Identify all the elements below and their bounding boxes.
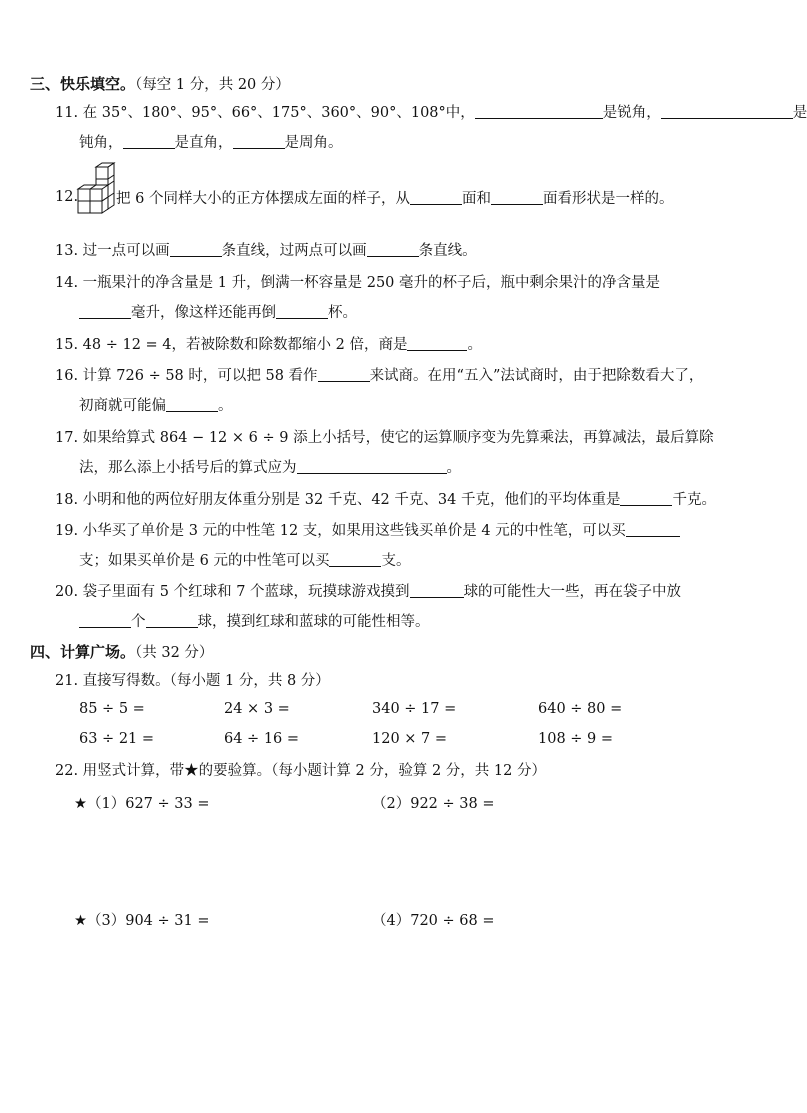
question-14-line-2	[79, 303, 357, 323]
question-18	[55, 490, 716, 510]
q16-text-b: 来试商。在用“五入”法试商时，由于把除数看大了，	[369, 368, 704, 384]
question-14-line-1: 14. 一瓶果汁的净含量是 1 升，倒满一杯容量是 250 毫升的杯子后，瓶中剩余果汁的净含量是	[55, 275, 661, 291]
q16-blank-2[interactable]	[166, 397, 218, 412]
q21-expr-1: 85 ÷ 5 =	[79, 701, 145, 717]
q21-expr-8: 108 ÷ 9 =	[538, 731, 614, 747]
q21-expr-4: 640 ÷ 80 =	[538, 701, 623, 717]
q11-text-b: 是锐角，	[602, 105, 661, 121]
q14-text-a: 毫升，像这样还能再倒	[131, 305, 276, 321]
q11-blank-1[interactable]	[475, 104, 603, 119]
q11-blank-3[interactable]	[123, 134, 175, 149]
section-3-heading	[30, 73, 290, 94]
q14-blank-1[interactable]	[79, 304, 131, 319]
section-4-heading	[30, 641, 213, 662]
q12-text-b: 面和	[461, 191, 491, 207]
question-12-text	[116, 187, 673, 208]
q20-text-a: 20. 袋子里面有 5 个红球和 7 个蓝球，玩摸球游戏摸到	[55, 584, 410, 600]
question-20-line-2	[79, 612, 430, 632]
q11-blank-2[interactable]	[661, 104, 793, 119]
section-3-title: 三、快乐填空。	[30, 75, 136, 93]
q21-expr-6: 64 ÷ 16 =	[224, 731, 300, 747]
section-4-note: （共 32 分）	[135, 645, 214, 661]
q22-problem-3: ★（3）904 ÷ 31 =	[74, 913, 210, 929]
q17-text-a: 法，那么添上小括号后的算式应为	[79, 460, 297, 476]
q19-text-a: 19. 小华买了单价是 3 元的中性笔 12 支，如果用这些钱买单价是 4 元的中性笔，可以买	[55, 523, 626, 539]
section-4-title: 四、计算广场。	[30, 643, 136, 661]
q16-text-d: 。	[218, 398, 233, 414]
question-17-line-1: 17. 如果给算式 864 − 12 × 6 ÷ 9 添上小括号，使它的运算顺序变为先算乘法，再算减法，最后算除	[55, 430, 714, 446]
q17-blank-1[interactable]	[297, 459, 447, 474]
question-16-line-2	[79, 396, 233, 416]
question-17-line-2	[79, 458, 461, 478]
q20-blank-1[interactable]	[410, 583, 464, 598]
q20-blank-3[interactable]	[146, 613, 198, 628]
q13-blank-2[interactable]	[367, 242, 419, 257]
q20-text-c: 个	[131, 614, 146, 630]
q20-text-b: 球的可能性大一些，再在袋子中放	[463, 584, 682, 600]
question-15	[55, 335, 482, 355]
q20-blank-2[interactable]	[79, 613, 131, 628]
q11-text-a: 11. 在 35°、180°、95°、66°、175°、360°、90°、108°中，	[55, 105, 475, 121]
q19-blank-2[interactable]	[329, 552, 381, 567]
question-13	[55, 241, 477, 261]
question-16-line-1	[55, 366, 703, 386]
question-20-line-1	[55, 582, 681, 602]
q18-text-a: 18. 小明和他的两位好朋友体重分别是 32 千克、42 千克、34 千克，他们的平均体重是	[55, 492, 621, 508]
q12-text-a: 把 6 个同样大小的正方体摆成左面的样子，从	[116, 191, 410, 207]
q11-text-f: 是周角。	[284, 135, 343, 151]
question-11-line-1	[55, 103, 807, 123]
q13-text-a: 13. 过一点可以画	[55, 243, 170, 259]
q22-problem-1: ★（1）627 ÷ 33 =	[74, 796, 210, 812]
q19-blank-1[interactable]	[626, 522, 680, 537]
q15-text-a: 15. 48 ÷ 12 = 4，若被除数和除数都缩小 2 倍，商是	[55, 337, 408, 353]
q16-blank-1[interactable]	[318, 367, 370, 382]
q16-text-a: 16. 计算 726 ÷ 58 时，可以把 58 看作	[55, 368, 318, 384]
question-22-title: 22. 用竖式计算，带★的要验算。（每小题计算 2 分，验算 2 分，共 12 分）	[55, 763, 546, 779]
q12-text-c: 面看形状是一样的。	[542, 191, 674, 207]
q15-blank-1[interactable]	[407, 336, 467, 351]
q21-expr-5: 63 ÷ 21 =	[79, 731, 155, 747]
q22-problem-4: （4）720 ÷ 68 =	[372, 913, 495, 929]
q14-text-b: 杯。	[328, 305, 357, 321]
q21-expr-7: 120 × 7 =	[372, 731, 448, 747]
q11-text-c: 是	[792, 105, 807, 121]
section-3-note: （每空 1 分，共 20 分）	[135, 77, 290, 93]
question-21-title: 21. 直接写得数。（每小题 1 分，共 8 分）	[55, 673, 330, 689]
q11-blank-4[interactable]	[233, 134, 285, 149]
q20-text-d: 球，摸到红球和蓝球的可能性相等。	[197, 614, 430, 630]
q19-text-b: 支；如果买单价是 6 元的中性笔可以买	[79, 553, 330, 569]
q13-text-c: 条直线。	[418, 243, 477, 259]
q18-text-b: 千克。	[672, 492, 716, 508]
q19-text-c: 支。	[381, 553, 411, 569]
q21-expr-3: 340 ÷ 17 =	[372, 701, 457, 717]
stacked-cubes-figure	[74, 161, 118, 217]
question-11-line-2	[79, 133, 343, 153]
q16-text-c: 初商就可能偏	[79, 398, 166, 414]
question-12-number: 12.	[55, 189, 79, 205]
q12-blank-2[interactable]	[491, 190, 543, 205]
q13-blank-1[interactable]	[170, 242, 222, 257]
question-19-line-1	[55, 521, 680, 541]
q11-text-e: 是直角，	[174, 135, 233, 151]
q22-problem-2: （2）922 ÷ 38 =	[372, 796, 495, 812]
q15-text-b: 。	[467, 337, 482, 353]
q21-expr-2: 24 × 3 =	[224, 701, 290, 717]
q13-text-b: 条直线，过两点可以画	[221, 243, 367, 259]
q11-text-d: 钝角，	[79, 135, 123, 151]
q18-blank-1[interactable]	[620, 491, 672, 506]
q17-text-b: 。	[446, 460, 461, 476]
question-19-line-2	[79, 551, 410, 571]
q14-blank-2[interactable]	[276, 304, 328, 319]
q12-blank-1[interactable]	[410, 190, 462, 205]
